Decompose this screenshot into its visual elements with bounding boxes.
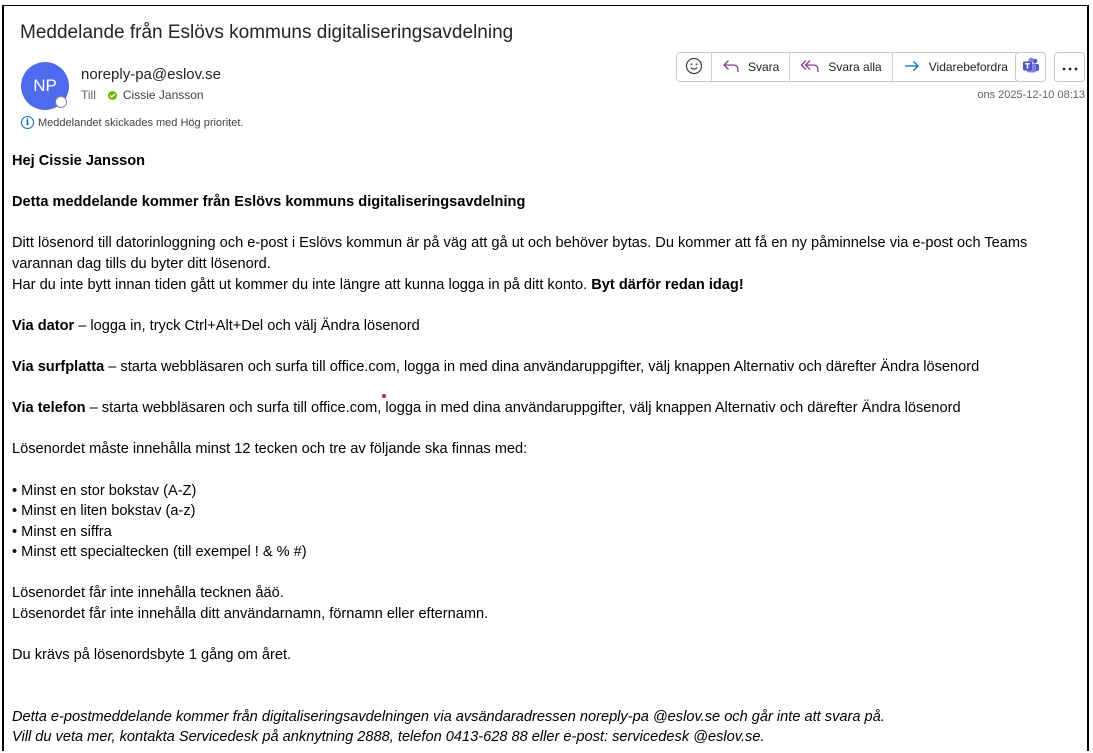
presence-status-icon xyxy=(55,96,67,108)
reply-all-label: Svara alla xyxy=(828,60,882,74)
reaction-button[interactable] xyxy=(677,53,711,81)
recipient-row xyxy=(81,88,204,102)
instruction-tablet: Via surfplatta – starta webbläsaren och surfa till office.com, logga in med dina användaruppgifter, välj knappen Alternativ och därefter Ändra lösenord xyxy=(12,358,980,375)
instruction-computer: Via dator – logga in, tryck Ctrl+Alt+Del och välj Ändra lösenord xyxy=(12,317,420,334)
forward-arrow-icon xyxy=(903,58,921,77)
list-item: • Minst en liten bokstav (a-z) xyxy=(12,503,196,520)
rule-characters: Lösenordet får inte innehålla tecknen åäö. xyxy=(12,585,284,602)
footer-noreply: Detta e-postmeddelande kommer från digitaliseringsavdelningen via avsändaradressen noreply-pa @eslov.se och går inte att svara på. xyxy=(12,708,885,725)
message-action-toolbar xyxy=(676,52,1019,82)
footer-contact: Vill du veta mer, kontakta Servicedesk på anknytning 2888, telefon 0413-628 88 eller e-post: servicedesk @eslov.se. xyxy=(12,729,765,746)
warning-emphasis: Byt därför redan idag! xyxy=(591,276,744,293)
yearly-change-notice: Du krävs på lösenordsbyte 1 gång om året. xyxy=(12,647,292,664)
reply-all-button[interactable] xyxy=(789,53,891,81)
paragraph-expiry: Ditt lösenord till datorinloggning och e-post i Eslövs kommun är på väg att gå ut och behöver bytas. Du kommer att få en ny påminnelse via e-post och Teams varannan dag tills du byter ditt lösenord. xyxy=(12,235,1028,272)
to-label: Till xyxy=(81,88,96,102)
reply-label: Svara xyxy=(748,60,780,74)
rule-username: Lösenordet får inte innehålla ditt användarnamn, förnamn eller efternamn. xyxy=(12,606,489,623)
list-item: • Minst en stor bokstav (A-Z) xyxy=(12,482,197,499)
smiley-icon xyxy=(685,57,703,78)
avatar-initials: NP xyxy=(33,76,57,95)
sender-email[interactable]: noreply-pa@eslov.se xyxy=(81,66,222,83)
requirements-intro: Lösenordet måste innehålla minst 12 tecken och tre av följande ska finnas med: xyxy=(12,441,528,458)
instruction-phone: Via telefon – starta webbläsaren och surfa till office.com, logga in med dina användaruppgifter, välj knappen Alternativ och därefter Ändra lösenord xyxy=(12,400,961,417)
message-body xyxy=(12,151,1087,748)
list-item: • Minst en siffra xyxy=(12,523,112,540)
more-actions-button[interactable] xyxy=(1054,52,1085,82)
info-icon: i xyxy=(21,116,34,129)
forward-label: Vidarebefordra xyxy=(928,60,1008,74)
paragraph-warning: Har du inte bytt innan tiden gått ut kommer du inte längre att kunna logga in på ditt konto. Byt därför redan idag! xyxy=(12,276,744,293)
forward-button[interactable] xyxy=(892,53,1018,81)
priority-notice xyxy=(21,116,243,129)
reply-icon xyxy=(722,58,740,77)
message-subject: Meddelande från Eslövs kommuns digitaliseringsavdelning xyxy=(20,22,514,43)
reply-button[interactable] xyxy=(711,53,789,81)
reply-all-icon xyxy=(800,58,820,77)
priority-text: Meddelandet skickades med Hög prioritet. xyxy=(38,116,244,129)
message-timestamp: ons 2025-12-10 08:13 xyxy=(977,89,1085,101)
more-icon xyxy=(1062,58,1078,76)
teams-button[interactable] xyxy=(1015,52,1046,82)
cursor-dot xyxy=(382,394,386,398)
list-item: • Minst ett specialtecken (till exempel ! & % #) xyxy=(12,544,307,561)
available-presence-icon xyxy=(108,91,117,100)
recipient-name[interactable]: Cissie Jansson xyxy=(122,88,204,102)
teams-icon xyxy=(1022,56,1040,79)
body-heading: Detta meddelande kommer från Eslövs kommuns digitaliseringsavdelning xyxy=(12,194,526,211)
greeting: Hej Cissie Jansson xyxy=(12,153,146,169)
